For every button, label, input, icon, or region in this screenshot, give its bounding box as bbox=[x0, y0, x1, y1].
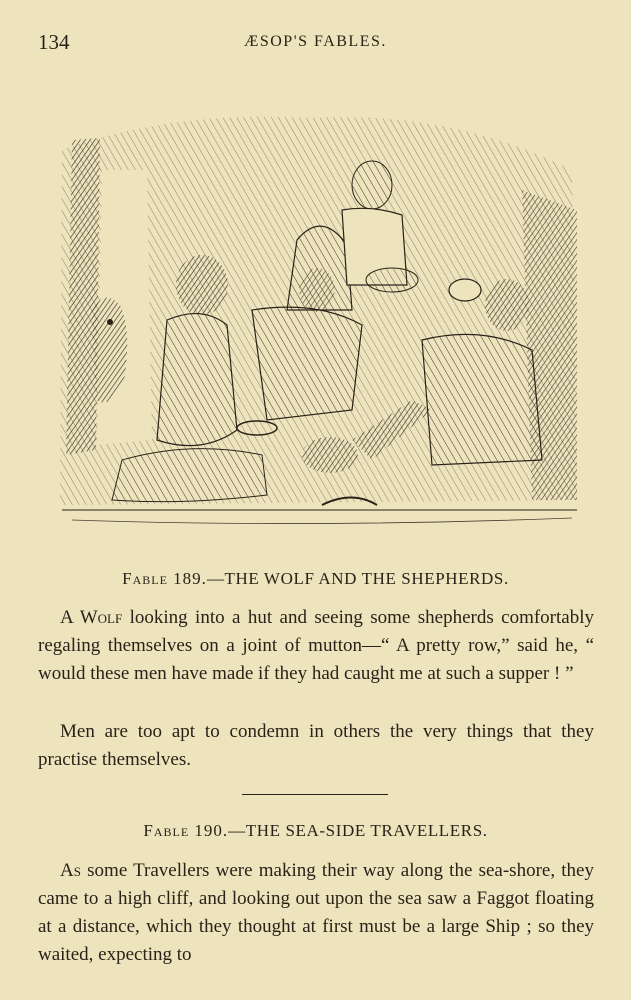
fable-190-heading bbox=[0, 821, 631, 841]
fable-189-body bbox=[38, 604, 594, 688]
fable-189-text: looking into a hut and seeing some shepherds comfortably regaling themselves on a joint of mutton—“ A pretty row,” said he, “ would these men have made if they had caught me at such a supper ! ” bbox=[38, 607, 594, 684]
fable-190-label: Fable 190. bbox=[143, 821, 229, 840]
fable-190-body bbox=[38, 857, 594, 969]
fable-189-title: THE WOLF AND THE SHEPHERDS. bbox=[224, 569, 509, 588]
running-title: ÆSOP'S FABLES. bbox=[244, 33, 387, 50]
fable-illustration bbox=[52, 110, 584, 535]
fable-190-lead: As bbox=[60, 860, 81, 881]
page-header bbox=[38, 30, 593, 60]
fable-189-heading bbox=[0, 569, 631, 589]
fable-190-title: THE SEA-SIDE TRAVELLERS. bbox=[245, 821, 488, 840]
fable-189-lead: A Wolf bbox=[60, 607, 123, 628]
fable-189-label: Fable 189. bbox=[122, 569, 207, 588]
fable-190-text: some Travellers were making their way along the sea-shore, they came to a high cliff, and looking out upon the sea saw a Faggot floating at a distance, which they thought at first must be a large Ship ; so they waited, expecting to bbox=[38, 860, 594, 965]
fable-189-moral: Men are too apt to condemn in others the very things that they practise themselves. bbox=[38, 721, 594, 770]
page-number: 134 bbox=[38, 30, 70, 54]
fable-189-dash: — bbox=[206, 569, 225, 588]
fable-190-dash: — bbox=[228, 821, 246, 840]
section-divider bbox=[242, 794, 388, 795]
